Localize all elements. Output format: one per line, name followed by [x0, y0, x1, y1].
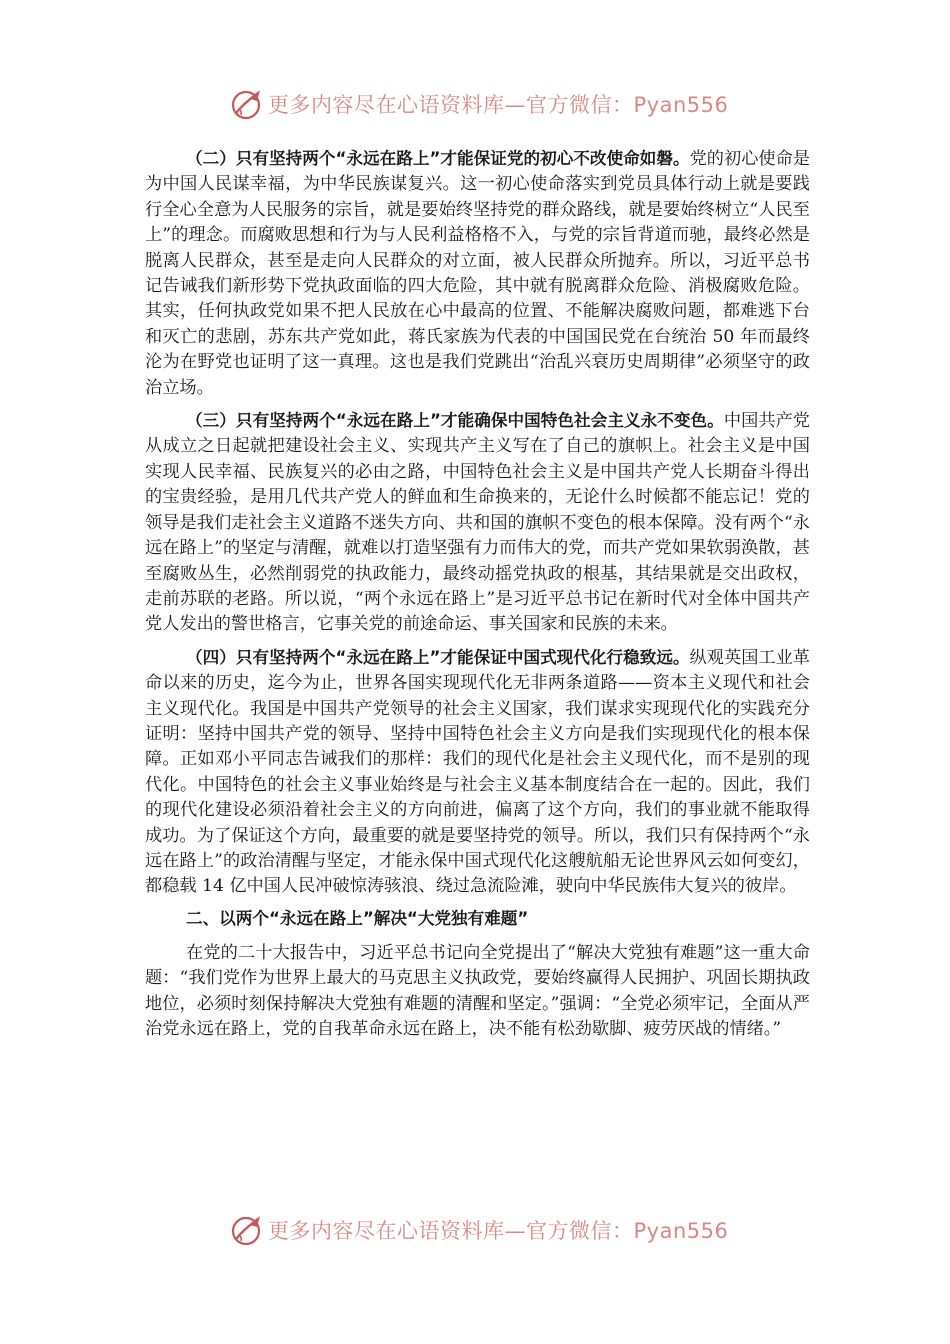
header-banner-text: 更多内容尽在心语资料库—官方微信：Pyan556: [268, 93, 729, 117]
paragraph-3-lead: （三）只有坚持两个“永远在路上”才能确保中国特色社会主义永不变色。: [186, 411, 724, 431]
footer-banner-text: 更多内容尽在心语资料库—官方微信：Pyan556: [268, 1219, 729, 1243]
paragraph-2-lead: （二）只有坚持两个“永远在路上”才能保证党的初心不改使命如磐。: [186, 149, 690, 168]
paragraph-4-body: 纵观英国工业革命以来的历史，迄今为止，世界各国实现现代化无非两条道路——资本主义现代和社会主义现代化。我国是中国共产党领导的社会主义国家，我们谋求实现现代化的实践充分证明：坚持中国共产党的领导、坚持中国特色社会主义方向是我们实现现代化的根本保障。正如邓小平同志告诫我们的那样：我们的现代化是社会主义现代化，而不是别的现代化。中国特色的社会主义事业始终是与社会主义基本制度结合在一起的。因此，我们的现代化建设必须沿着社会主义的方向前进，偏离了这个方向，我们的事业就不能取得成功。为了保证这个方向，最重要的就是要坚持党的领导。所以，我们只有保持两个“永远在路上”的政治清醒与坚定，才能永保中国式现代化这艘航船无论世界风云如何变幻，都稳载 14 亿中国人民冲破惊涛骇浪、绕过急流险滩，驶向中华民族伟大复兴的彼岸。: [145, 647, 810, 897]
footer-banner: [230, 1210, 750, 1250]
paragraph-4: [145, 645, 810, 900]
paragraph-3: [145, 408, 810, 638]
header-banner: [230, 84, 750, 124]
section-heading: 二、以两个“永远在路上”解决“大党独有难题”: [186, 908, 529, 928]
paragraph-3-body: 中国共产党从成立之日起就把建设社会主义、实现共产主义写在了自己的旗帜上。社会主义是中国实现人民幸福、民族复兴的必由之路，中国特色社会主义是中国共产党人长期奋斗得出的宝贵经验，是用几代共产党人的鲜血和生命换来的，无论什么时候都不能忘记！党的领导是我们走社会主义道路不迷失方向、共和国的旗帜不变色的根本保障。没有两个“永远在路上”的坚定与清醒，就难以打造坚强有力而伟大的党，而共产党如果软弱涣散，甚至腐败丛生，必然削弱党的执政能力，最终动摇党执政的根基，其结果就是交出政权，走前苏联的老路。所以说，“两个永远在路上”是习近平总书记在新时代对全体中国共产党人发出的警世格言，它事关党的前途命运、事关国家和民族的未来。: [145, 411, 810, 635]
paragraph-2: [145, 146, 810, 401]
final-paragraph: 在党的二十大报告中，习近平总书记向全党提出了“解决大党独有难题”这一重大命题：“我们党作为世界上最大的马克思主义执政党，要始终赢得人民拥护、巩固长期执政地位，必须时刻保持解决大党独有难题的清醒和坚定。”强调：“全党必须牢记，全面从严治党永远在路上，党的自我革命永远在路上，决不能有松劲歇脚、疲劳厌战的情绪。”: [145, 942, 810, 1039]
document-body: [145, 146, 810, 1049]
paragraph-2-body: 党的初心使命是为中国人民谋幸福，为中华民族谋复兴。这一初心使命落实到党员具体行动上就是要践行全心全意为人民服务的宗旨，就是要始终坚持党的群众路线，就是要始终树立“人民至上”的理念。而腐败思想和行为与人民利益格格不入，与党的宗旨背道而驰，最终必然是脱离人民群众，甚至是走向人民群众的对立面，被人民群众所抛弃。所以，习近平总书记告诫我们新形势下党执政面临的四大危险，其中就有脱离群众危险、消极腐败危险。其实，任何执政党如果不把人民放在心中最高的位置、不能解决腐败问题，都难逃下台和灭亡的悲剧，苏东共产党如此，蒋氏家族为代表的中国国民党在台统治 50 年而最终沦为在野党也证明了这一真理。这也是我们党跳出“治乱兴衰历史周期律”必须坚守的政治立场。: [145, 149, 810, 398]
paragraph-4-lead: （四）只有坚持两个“永远在路上”才能保证中国式现代化行稳致远。: [186, 647, 690, 667]
pen-logo-icon: [230, 87, 264, 121]
pen-logo-icon: [230, 1213, 264, 1247]
